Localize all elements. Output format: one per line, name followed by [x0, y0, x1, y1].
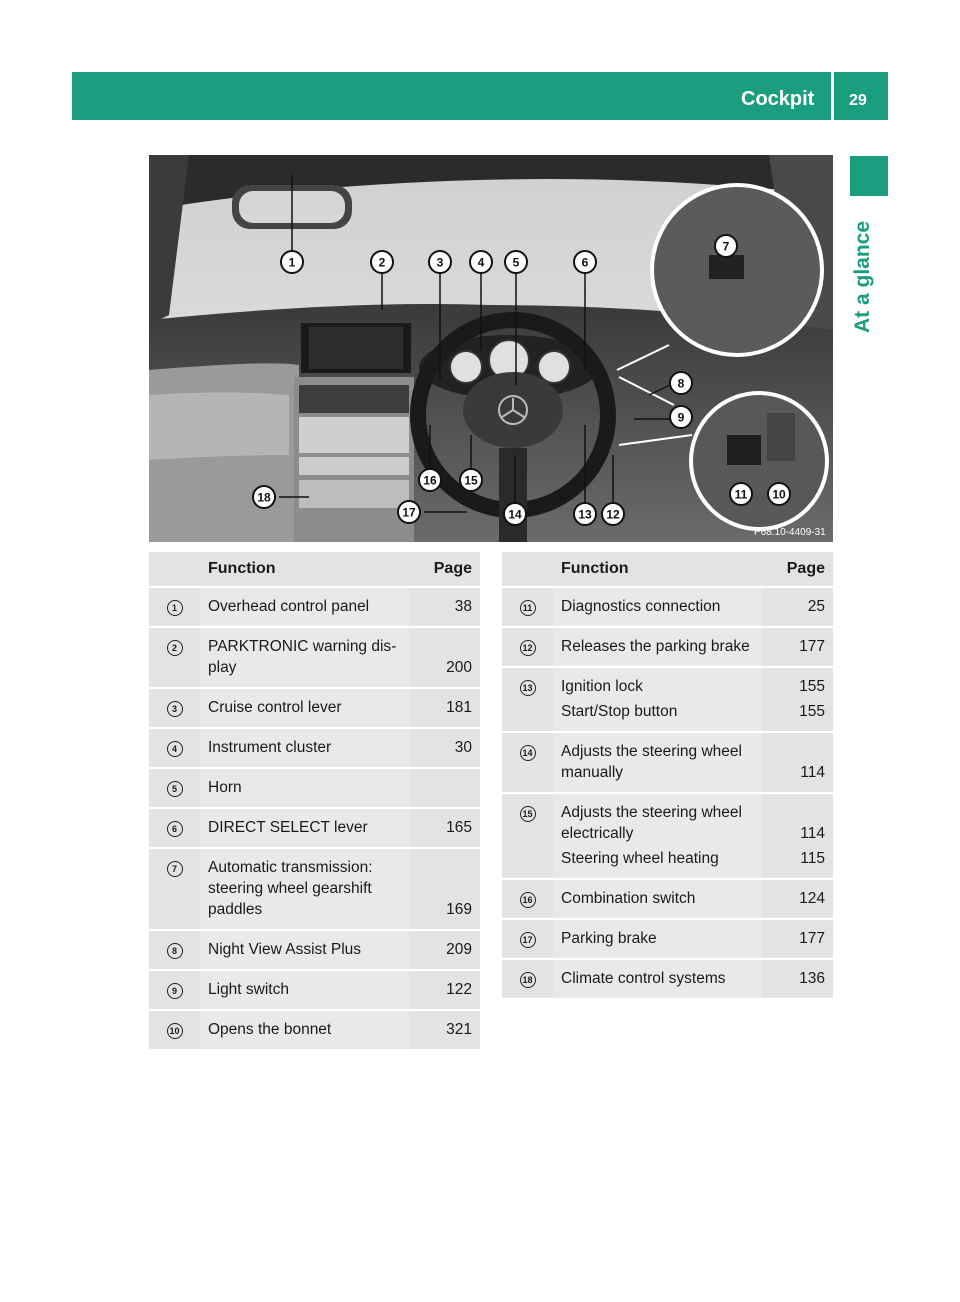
cockpit-illustration	[149, 155, 833, 542]
item-number-badge: 10	[167, 1023, 183, 1039]
callout-6	[574, 251, 596, 273]
callout-16	[419, 469, 441, 491]
table-row	[149, 586, 480, 626]
page-cell	[762, 731, 833, 792]
function-table-left	[149, 552, 480, 1049]
svg-text:7: 7	[722, 239, 730, 254]
callout-15	[460, 469, 482, 491]
function-cell	[553, 666, 762, 731]
function-cell	[200, 767, 409, 807]
function-cell	[200, 847, 409, 929]
item-number-cell	[502, 586, 553, 626]
function-text: DIRECT SELECT lever	[208, 819, 368, 836]
function-cell	[553, 586, 762, 626]
item-number-badge: 1	[167, 600, 183, 616]
function-text: Parking brake	[561, 930, 657, 947]
table-row	[149, 767, 480, 807]
page-reference: 136	[799, 970, 825, 987]
item-number-cell	[149, 586, 200, 626]
page-cell	[762, 878, 833, 918]
table-row	[149, 687, 480, 727]
function-text: Releases the parking brake	[561, 638, 750, 655]
column-header-function: Function	[200, 552, 409, 586]
item-number-cell	[149, 727, 200, 767]
sub-function-text: Steering wheel heating	[561, 850, 719, 867]
table-row	[149, 969, 480, 1009]
svg-text:3: 3	[436, 255, 444, 270]
item-number-badge: 5	[167, 781, 183, 797]
item-number-badge: 12	[520, 640, 536, 656]
svg-text:18: 18	[257, 490, 271, 505]
function-text: Automatic transmission: steering wheel gearshift paddles	[208, 859, 373, 918]
page-cell	[409, 1009, 480, 1049]
side-tab-marker	[850, 156, 888, 196]
function-text: Diagnostics connection	[561, 598, 721, 615]
item-number-badge: 11	[520, 600, 536, 616]
svg-text:4: 4	[477, 255, 485, 270]
item-number-cell	[502, 958, 553, 998]
function-cell	[200, 586, 409, 626]
page-reference: 200	[446, 659, 472, 676]
svg-text:2: 2	[378, 255, 386, 270]
item-number-badge: 15	[520, 806, 536, 822]
function-text: Instrument cluster	[208, 739, 332, 756]
page-cell	[409, 929, 480, 969]
item-number-badge: 17	[520, 932, 536, 948]
page-cell	[409, 687, 480, 727]
page-reference: 321	[446, 1021, 472, 1038]
svg-text:5: 5	[512, 255, 520, 270]
function-cell	[200, 807, 409, 847]
page-cell	[409, 586, 480, 626]
page-reference: 177	[799, 930, 825, 947]
page-reference: 122	[446, 981, 472, 998]
function-text: Adjusts the steering wheel manually	[561, 743, 742, 781]
callout-8	[670, 372, 692, 394]
page-cell	[409, 969, 480, 1009]
item-number-cell	[149, 847, 200, 929]
page-cell	[409, 847, 480, 929]
page-reference: 38	[454, 598, 472, 615]
sub-page-reference: 155	[799, 703, 825, 720]
callout-13	[574, 503, 596, 525]
page-cell	[409, 807, 480, 847]
function-cell	[553, 918, 762, 958]
item-number-badge: 6	[167, 821, 183, 837]
item-number-cell	[149, 969, 200, 1009]
table-row	[149, 1009, 480, 1049]
svg-text:8: 8	[677, 376, 685, 391]
table-row	[502, 878, 833, 918]
page-cell	[762, 792, 833, 878]
svg-text:9: 9	[677, 410, 685, 425]
svg-text:11: 11	[734, 487, 748, 502]
callout-9	[670, 406, 692, 428]
page-reference: 114	[800, 825, 825, 842]
table-row	[502, 666, 833, 731]
callout-17	[398, 501, 420, 523]
function-cell	[200, 687, 409, 727]
item-number-badge: 3	[167, 701, 183, 717]
function-text: Combination switch	[561, 890, 696, 907]
sub-function-text: Start/Stop button	[561, 703, 678, 720]
svg-text:12: 12	[606, 507, 620, 522]
function-cell	[553, 958, 762, 998]
callout-1	[281, 251, 303, 273]
function-cell	[200, 626, 409, 687]
item-number-badge: 9	[167, 983, 183, 999]
function-text: Cruise control lever	[208, 699, 342, 716]
page-cell	[762, 626, 833, 666]
page-number: 29	[849, 92, 867, 109]
side-tab-label: At a glance	[851, 220, 874, 333]
table-row	[149, 847, 480, 929]
page-reference: 181	[446, 699, 472, 716]
cockpit-photo	[149, 155, 833, 542]
page-reference: 124	[799, 890, 825, 907]
page-reference: 165	[446, 819, 472, 836]
callout-10	[768, 483, 790, 505]
page-cell	[762, 918, 833, 958]
table-row	[502, 792, 833, 878]
table-row	[149, 626, 480, 687]
page-reference: 30	[454, 739, 472, 756]
function-text: Overhead control panel	[208, 598, 370, 615]
item-number-badge: 13	[520, 680, 536, 696]
callout-12	[602, 503, 624, 525]
item-number-cell	[149, 626, 200, 687]
callout-3	[429, 251, 451, 273]
item-number-cell	[502, 792, 553, 878]
function-cell	[200, 1009, 409, 1049]
item-number-badge: 14	[520, 745, 536, 761]
page-reference: 155	[799, 678, 825, 695]
table-row	[149, 807, 480, 847]
svg-text:6: 6	[581, 255, 589, 270]
page-cell	[409, 626, 480, 687]
item-number-cell	[502, 731, 553, 792]
callout-5	[505, 251, 527, 273]
function-text: Opens the bonnet	[208, 1021, 332, 1038]
page-cell	[762, 958, 833, 998]
callout-2	[371, 251, 393, 273]
item-number-badge: 18	[520, 972, 536, 988]
svg-text:17: 17	[402, 505, 416, 520]
item-number-badge: 16	[520, 892, 536, 908]
item-number-cell	[502, 918, 553, 958]
callout-7	[715, 235, 737, 257]
function-cell	[200, 727, 409, 767]
table-row	[502, 918, 833, 958]
function-text: Light switch	[208, 981, 289, 998]
function-cell	[200, 969, 409, 1009]
function-text: PARKTRONIC warning dis- play	[208, 638, 397, 676]
item-number-cell	[502, 626, 553, 666]
function-text: Climate control systems	[561, 970, 726, 987]
sub-page-reference: 115	[800, 850, 825, 867]
item-number-cell	[149, 807, 200, 847]
table-row	[502, 958, 833, 998]
table-row	[502, 731, 833, 792]
svg-text:13: 13	[578, 507, 592, 522]
page-cell	[409, 767, 480, 807]
header-divider	[831, 72, 834, 120]
item-number-badge: 4	[167, 741, 183, 757]
item-number-cell	[149, 687, 200, 727]
svg-text:10: 10	[772, 487, 786, 502]
page-cell	[409, 727, 480, 767]
function-cell	[553, 731, 762, 792]
table-row	[149, 929, 480, 969]
callout-4	[470, 251, 492, 273]
function-cell	[553, 878, 762, 918]
page-cell	[762, 666, 833, 731]
function-text: Ignition lock	[561, 678, 643, 695]
page-reference: 209	[446, 941, 472, 958]
page-reference: 25	[807, 598, 825, 615]
svg-text:16: 16	[423, 473, 437, 488]
function-cell	[200, 929, 409, 969]
function-text: Night View Assist Plus	[208, 941, 362, 958]
item-number-cell	[149, 1009, 200, 1049]
item-number-cell	[149, 929, 200, 969]
page-reference: 177	[799, 638, 825, 655]
section-title: Cockpit	[741, 88, 815, 110]
function-text: Adjusts the steering wheel electrically	[561, 804, 742, 842]
table-row	[149, 727, 480, 767]
svg-text:14: 14	[508, 507, 522, 522]
column-header-page: Page	[409, 552, 480, 586]
svg-text:15: 15	[464, 473, 478, 488]
figure-code: P68.10-4409-31	[754, 527, 826, 538]
item-number-badge: 8	[167, 943, 183, 959]
callout-11	[730, 483, 752, 505]
callout-14	[504, 503, 526, 525]
column-header-function: Function	[553, 552, 762, 586]
page-reference: 114	[800, 764, 825, 781]
item-number-badge: 7	[167, 861, 183, 877]
svg-text:1: 1	[288, 255, 296, 270]
item-number-cell	[149, 767, 200, 807]
function-cell	[553, 792, 762, 878]
function-table-right	[502, 552, 833, 998]
function-text: Horn	[208, 779, 242, 796]
table-row	[502, 626, 833, 666]
callout-18	[253, 486, 275, 508]
column-header-page: Page	[762, 552, 833, 586]
function-cell	[553, 626, 762, 666]
item-number-badge: 2	[167, 640, 183, 656]
table-row	[502, 586, 833, 626]
item-number-cell	[502, 666, 553, 731]
page-cell	[762, 586, 833, 626]
page-reference: 169	[446, 901, 472, 918]
item-number-cell	[502, 878, 553, 918]
